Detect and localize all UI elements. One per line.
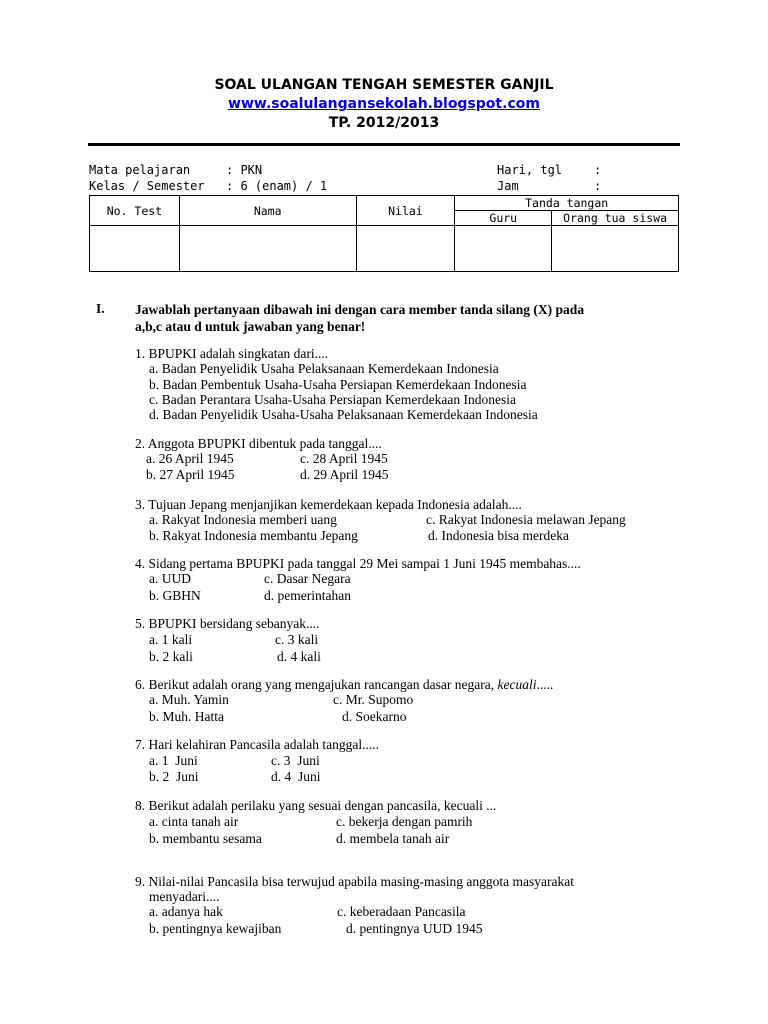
question-1: 1. BPUPKI adalah singkatan dari.... (135, 346, 329, 361)
q7-option-a[interactable]: a. 1 Juni (149, 753, 198, 768)
cell-orang-tua[interactable] (552, 226, 679, 272)
question-9-line-2: menyadari.... (149, 889, 220, 904)
q6-option-b[interactable]: b. Muh. Hatta (149, 709, 224, 724)
section-instruction-1: Jawablah pertanyaan dibawah ini dengan cara member tanda silang (X) pada (135, 302, 585, 317)
col-guru: Guru (455, 211, 552, 226)
q4-option-a[interactable]: a. UUD (149, 571, 191, 586)
question-9-line-1: 9. Nilai-nilai Pancasila bisa terwujud apabila masing-masing anggota masyarakat (135, 874, 574, 889)
q3-option-a[interactable]: a. Rakyat Indonesia memberi uang (149, 512, 337, 527)
q5-option-c[interactable]: c. 3 kali (275, 632, 319, 647)
col-tanda-tangan: Tanda tangan (455, 196, 679, 211)
time-value: : (594, 179, 602, 193)
q1-option-d[interactable]: d. Badan Penyelidik Usaha-Usaha Pelaksanaan Kemerdekaan Indonesia (149, 407, 538, 422)
score-table (89, 195, 679, 272)
q6-option-d[interactable]: d. Soekarno (342, 709, 407, 724)
day-label: Hari, tgl (497, 163, 563, 177)
blog-link-row (0, 96, 768, 112)
exam-title: SOAL ULANGAN TENGAH SEMESTER GANJIL (214, 77, 554, 93)
q7-option-d[interactable]: d. 4 Juni (271, 769, 321, 784)
question-3: 3. Tujuan Jepang menjanjikan kemerdekaan kepada Indonesia adalah.... (135, 497, 522, 512)
q9-option-a[interactable]: a. adanya hak (149, 904, 223, 919)
q7-option-c[interactable]: c. 3 Juni (271, 753, 320, 768)
q2-option-d[interactable]: d. 29 April 1945 (300, 467, 389, 482)
cell-no-test[interactable] (90, 226, 180, 272)
question-6-kecuali: kecuali (497, 677, 537, 692)
time-label: Jam (497, 179, 519, 193)
col-orang-tua: Orang tua siswa (552, 211, 679, 226)
q9-option-b[interactable]: b. pentingnya kewajiban (149, 921, 282, 936)
subject-value: : PKN (226, 163, 263, 177)
col-nilai: Nilai (356, 196, 455, 226)
q2-option-c[interactable]: c. 28 April 1945 (300, 451, 388, 466)
q1-option-a[interactable]: a. Badan Penyelidik Usaha Pelaksanaan Kemerdekaan Indonesia (149, 361, 499, 376)
q4-option-b[interactable]: b. GBHN (149, 588, 201, 603)
q8-option-c[interactable]: c. bekerja dengan pamrih (336, 814, 473, 829)
col-nama: Nama (179, 196, 356, 226)
q3-option-c[interactable]: c. Rakyat Indonesia melawan Jepang (426, 512, 626, 527)
q4-option-d[interactable]: d. pemerintahan (264, 588, 351, 603)
col-no-test: No. Test (90, 196, 180, 226)
cell-guru[interactable] (455, 226, 552, 272)
q6-option-a[interactable]: a. Muh. Yamin (149, 692, 229, 707)
q8-option-d[interactable]: d. membela tanah air (336, 831, 450, 846)
q8-option-b[interactable]: b. membantu sesama (149, 831, 262, 846)
q8-option-a[interactable]: a. cinta tanah air (149, 814, 239, 829)
q5-option-b[interactable]: b. 2 kali (149, 649, 193, 664)
class-label: Kelas / Semester (89, 179, 205, 193)
subject-label: Mata pelajaran (89, 163, 191, 177)
day-value: : (594, 163, 602, 177)
blog-link[interactable]: www.soalulangansekolah.blogspot.com (228, 96, 540, 112)
q2-option-b[interactable]: b. 27 April 1945 (146, 467, 235, 482)
q4-option-c[interactable]: c. Dasar Negara (264, 571, 351, 586)
question-5: 5. BPUPKI bersidang sebanyak.... (135, 616, 320, 631)
question-6-text: 6. Berikut adalah orang yang mengajukan rancangan dasar negara, (135, 677, 498, 692)
question-2: 2. Anggota BPUPKI dibentuk pada tanggal.... (135, 436, 382, 451)
q1-option-b[interactable]: b. Badan Pembentuk Usaha-Usaha Persiapan Kemerdekaan Indonesia (149, 377, 527, 392)
school-year: TP. 2012/2013 (328, 115, 440, 131)
q2-option-a[interactable]: a. 26 April 1945 (146, 451, 234, 466)
q5-option-a[interactable]: a. 1 kali (149, 632, 193, 647)
q5-option-d[interactable]: d. 4 kali (277, 649, 321, 664)
q9-option-c[interactable]: c. keberadaan Pancasila (337, 904, 466, 919)
question-7: 7. Hari kelahiran Pancasila adalah tanggal..... (135, 737, 380, 752)
section-number: I. (96, 301, 105, 316)
cell-nilai[interactable] (356, 226, 455, 272)
q7-option-b[interactable]: b. 2 Juni (149, 769, 199, 784)
cell-nama[interactable] (179, 226, 356, 272)
section-instruction-2: a,b,c atau d untuk jawaban yang benar! (135, 319, 366, 334)
q6-option-c[interactable]: c. Mr. Supomo (333, 692, 414, 707)
question-4: 4. Sidang pertama BPUPKI pada tanggal 29 Mei sampai 1 Juni 1945 membahas.... (135, 556, 581, 571)
question-8: 8. Berikut adalah perilaku yang sesuai dengan pancasila, kecuali ... (135, 798, 497, 813)
header-divider (88, 143, 680, 146)
question-6 (135, 677, 553, 693)
q9-option-d[interactable]: d. pentingnya UUD 1945 (346, 921, 483, 936)
q3-option-d[interactable]: d. Indonesia bisa merdeka (428, 528, 569, 543)
question-6-end: ..... (536, 677, 554, 692)
class-value: : 6 (enam) / 1 (226, 179, 328, 193)
q3-option-b[interactable]: b. Rakyat Indonesia membantu Jepang (149, 528, 358, 543)
q1-option-c[interactable]: c. Badan Perantara Usaha-Usaha Persiapan Kemerdekaan Indonesia (149, 392, 516, 407)
